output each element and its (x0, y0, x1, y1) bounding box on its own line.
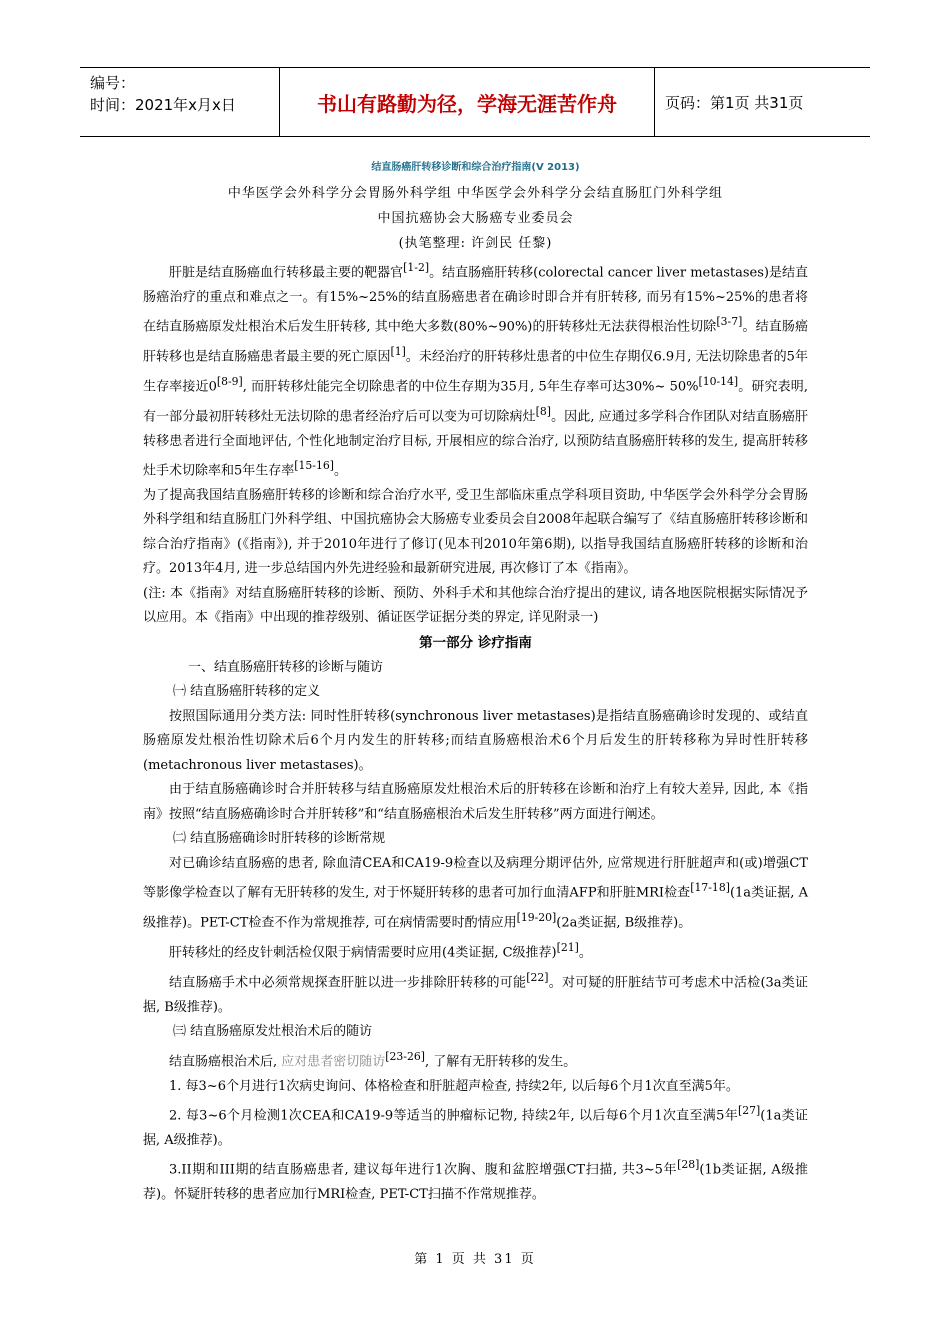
text-span: 对已确诊结直肠癌的患者, 除血清CEA和CA19-9检查以及病理分期评估外, 应常规进行肝脏超声和(或)增强CT等影像学检查以了解有无肝转移的发生, 对于怀疑肝转移的患者可加行血清AFP和肝脏MRI检查 (143, 855, 808, 901)
document-title: 结直肠癌肝转移诊断和综合治疗指南(V 2013) (371, 162, 580, 173)
citation: [17-18] (690, 881, 730, 895)
citation: [22] (526, 970, 549, 984)
header-motto: 书山有路勤为径，学海无涯苦作舟 (280, 68, 655, 136)
section-heading: 一、结直肠癌肝转移的诊断与随访 (188, 659, 384, 675)
intro-paragraph (143, 256, 808, 484)
document-time-label: 时间：2021年x月x日 (90, 96, 236, 114)
citation: [8-9] (216, 374, 243, 388)
text-span: (1a类证据, A级推荐)。 (143, 1108, 808, 1148)
citation: [15-16] (294, 459, 334, 473)
text-span: 。对可疑的肝脏结节可考虑术中活检(3a类证据, B级推荐)。 (143, 975, 808, 1015)
biopsy-paragraph (143, 936, 808, 966)
citation: [27] (738, 1104, 761, 1118)
text-span: 。结直肠癌肝转移(colorectal cancer liver metastases)是结直肠癌治疗的重点和难点之一。有15%~25%的结直肠癌患者在确诊时即合并有肝转移, 而另有15%~25%的患者将在结直肠癌原发灶根治术后发生肝转移, 其中绝大多数(80%~90%)的肝转移灶无法获得根治性切除 (143, 265, 808, 335)
text-span: 。研究表明, 有一部分最初肝转移灶无法切除的患者经治疗后可以变为可切除病灶 (143, 379, 808, 425)
author-line-1: 中华医学会外科学分会胃肠外科学组 中华医学会外科学分会结直肠肛门外科学组 (227, 186, 724, 201)
text-span: 。因此, 应通过多学科合作团队对结直肠癌肝转移患者进行全面地评估, 个性化地制定治疗目标, 开展相应的综合治疗, 以预防结直肠癌肝转移的发生, 提高肝转移灶手术切除率和5年生存率 (143, 409, 808, 479)
citation: [8] (535, 404, 551, 418)
text-span: , 了解有无肝转移的发生。 (424, 1054, 577, 1070)
followup-paragraph (143, 1045, 808, 1075)
text-span: 。结直肠癌肝转移也是结直肠癌患者最主要的死亡原因 (143, 319, 808, 365)
author-line-3: (执笔整理: 许剑民 任黎) (398, 236, 553, 251)
text-span: (2a类证据, B级推荐)。 (556, 915, 692, 931)
text-span: 2. 每3~6个月检测1次CEA和CA19-9等适当的肿瘤标记物, 持续2年, 以后每6个月1次直至满5年 (169, 1108, 739, 1124)
document-number-label: 编号： (90, 74, 136, 92)
document-body (143, 158, 808, 1208)
gray-text-span: 应对患者密切随访 (281, 1054, 386, 1070)
text-span: (1b类证据, A级推荐)。怀疑肝转移的患者应加行MRI检查, PET-CT扫描不作常规推荐。 (143, 1162, 808, 1203)
citation: [1-2] (403, 261, 430, 274)
definition-paragraph: 按照国际通用分类方法: 同时性肝转移(synchronous liver metastases)是指结直肠癌确诊时发现的、或结直肠癌原发灶根治性切除术后6个月内发生的肝转移;而结直肠癌根治术6个月后发生的肝转移称为异时性肝转移(metachronous liver metastases)。 (143, 708, 808, 773)
diagnosis-paragraph (143, 852, 808, 936)
page-header (80, 67, 870, 137)
scope-paragraph: 由于结直肠癌确诊时合并肝转移与结直肠癌原发灶根治术后的肝转移在诊断和治疗上有较大差异, 因此, 本《指南》按照“结直肠癌确诊时合并肝转移”和“结直肠癌根治术后发生肝转移”两方面进行阐述。 (143, 782, 808, 822)
followup-item-1: 1. 每3~6个月进行1次病史询问、体格检查和肝脏超声检查, 持续2年, 以后每6个月1次直至满5年。 (169, 1078, 739, 1094)
part-heading: 第一部分 诊疗指南 (419, 634, 532, 651)
text-span: 结直肠癌手术中必须常规探查肝脏以进一步排除肝转移的可能 (169, 975, 527, 991)
followup-item-3 (143, 1153, 808, 1207)
text-span: (1a类证据, A级推荐)。PET-CT检查不作为常规推荐, 可在病情需要时酌情应用 (143, 885, 809, 931)
citation: [3-7] (716, 315, 743, 329)
citation: [1] (390, 345, 406, 359)
text-span: 。未经治疗的肝转移灶患者的中位生存期仅6.9月, 无法切除患者的5年生存率接近0 (143, 349, 808, 395)
surgery-paragraph (143, 966, 808, 1020)
citation: [21] (556, 941, 579, 955)
note-paragraph: (注: 本《指南》对结直肠癌肝转移的诊断、预防、外科手术和其他综合治疗提出的建议, 请各地医院根据实际情况予以应用。本《指南》中出现的推荐级别、循证医学证据分类的界定, 详见附录一) (143, 585, 808, 626)
text-span: 结直肠癌根治术后, (169, 1054, 282, 1070)
header-left-cell (80, 68, 280, 136)
background-paragraph: 为了提高我国结直肠癌肝转移的诊断和综合治疗水平, 受卫生部临床重点学科项目资助, 中华医学会外科学分会胃肠外科学组和结直肠肛门外科学组、中国抗癌协会大肠癌专业委员会自2008年起联合编写了《结直肠癌肝转移诊断和综合治疗指南》(《指南》), 并于2010年进行了修订(见本刊2010年第6期), 以指导我国结直肠癌肝转移的诊断和治疗。2013年4月, 进一步总结国内外先进经验和最新研究进展, 再次修订了本《指南》。 (143, 487, 808, 577)
followup-item-2 (143, 1099, 808, 1153)
citation: [10-14] (698, 374, 739, 388)
citation: [19-20] (516, 911, 557, 925)
subsection-heading-2: ㈡ 结直肠癌确诊时肝转移的诊断常规 (173, 831, 386, 847)
text-span: 。 (333, 463, 347, 479)
subsection-heading-3: ㈢ 结直肠癌原发灶根治术后的随访 (173, 1024, 373, 1040)
text-span: 。 (578, 945, 592, 961)
citation: [28] (677, 1158, 700, 1172)
text-span: , 而肝转移灶能完全切除患者的中位生存期为35月, 5年生存率可达30%~ 50% (242, 379, 699, 395)
citation: [23-26] (385, 1049, 425, 1063)
page-footer: 第 1 页 共 31 页 (414, 1252, 536, 1267)
text-span: 肝转移灶的经皮针刺活检仅限于病情需要时应用(4类证据, C级推荐) (169, 945, 557, 961)
subsection-heading-1: ㈠ 结直肠癌肝转移的定义 (173, 684, 321, 700)
text-span: 肝脏是结直肠癌血行转移最主要的靶器官 (169, 265, 404, 281)
text-span: 3.II期和III期的结直肠癌患者, 建议每年进行1次胸、腹和盆腔增强CT扫描, 共3~5年 (169, 1162, 678, 1178)
author-line-2: 中国抗癌协会大肠癌专业委员会 (377, 211, 574, 226)
header-page-info: 页码：第1页 共31页 (665, 93, 804, 112)
